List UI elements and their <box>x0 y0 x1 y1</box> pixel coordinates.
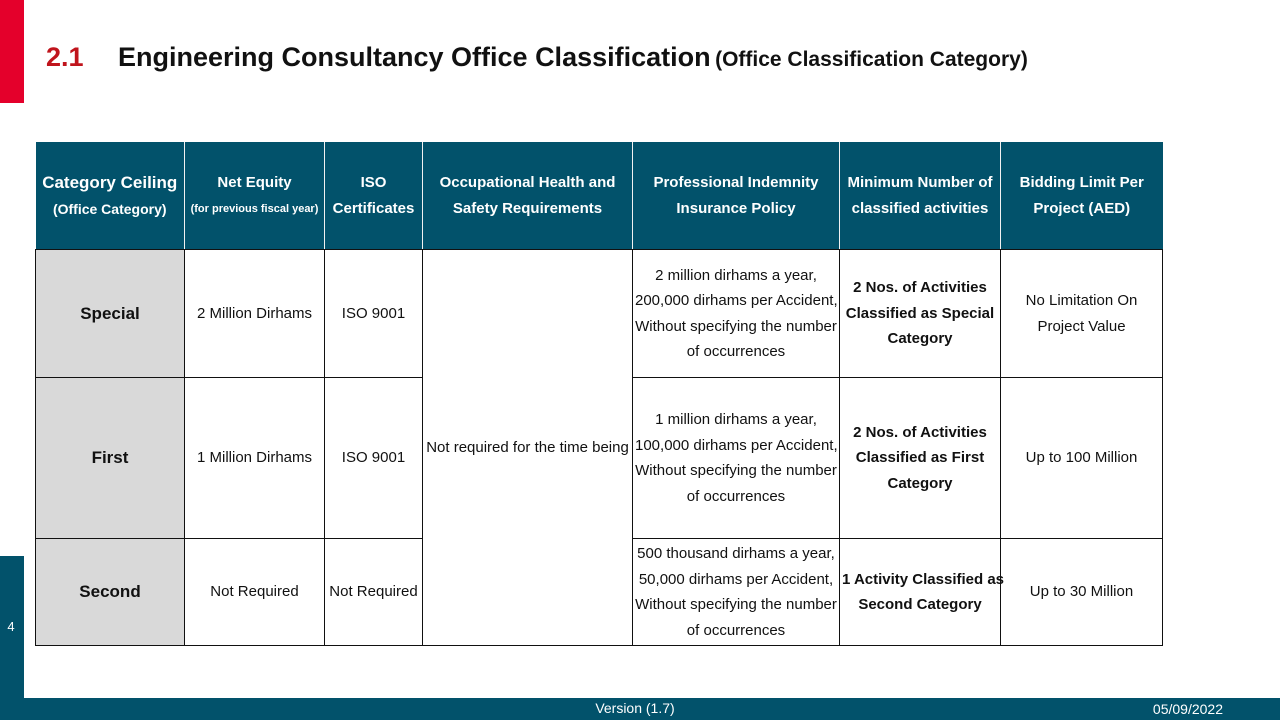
accent-bar-top <box>0 0 24 103</box>
activities-cell: 1 Activity Classified as Second Category <box>840 539 1001 646</box>
insurance-cell: 1 million dirhams a year, 100,000 dirhams per Accident, Without specifying the number of occurrences <box>633 378 840 539</box>
category-cell: First <box>36 378 185 539</box>
activities-cell: 2 Nos. of Activities Classified as First Category <box>840 378 1001 539</box>
accent-bar-side <box>0 556 24 720</box>
footer-bar <box>0 698 1280 720</box>
header-category: Category Ceiling (Office Category) <box>36 142 185 250</box>
insurance-cell: 500 thousand dirhams a year, 50,000 dirhams per Accident, Without specifying the number of occurrences <box>633 539 840 646</box>
title-main: Engineering Consultancy Office Classification <box>118 42 711 72</box>
header-ohs: Occupational Health and Safety Requirements <box>423 142 633 250</box>
table-row-special <box>36 250 1163 378</box>
date-label: 05/09/2022 <box>1152 701 1223 717</box>
bidding-cell: No Limitation On Project Value <box>1001 250 1163 378</box>
title-subtitle: (Office Classification Category) <box>715 48 1028 71</box>
category-cell: Second <box>36 539 185 646</box>
header-bidding: Bidding Limit Per Project (AED) <box>1001 142 1163 250</box>
ohs-cell: Not required for the time being <box>423 250 633 646</box>
bidding-cell: Up to 100 Million <box>1001 378 1163 539</box>
header-net-equity: Net Equity (for previous fiscal year) <box>185 142 325 250</box>
page-title <box>46 42 1028 73</box>
header-insurance: Professional Indemnity Insurance Policy <box>633 142 840 250</box>
iso-cell: ISO 9001 <box>325 250 423 378</box>
insurance-cell: 2 million dirhams a year, 200,000 dirhams per Accident, Without specifying the number of occurrences <box>633 250 840 378</box>
equity-cell: 2 Million Dirhams <box>185 250 325 378</box>
header-activities: Minimum Number of classified activities <box>840 142 1001 250</box>
header-iso: ISO Certificates <box>325 142 423 250</box>
iso-cell: Not Required <box>325 539 423 646</box>
page-number: 4 <box>7 619 15 634</box>
section-number: 2.1 <box>46 42 84 72</box>
iso-cell: ISO 9001 <box>325 378 423 539</box>
classification-table <box>35 142 1163 646</box>
table-header-row <box>36 142 1163 250</box>
category-cell: Special <box>36 250 185 378</box>
bidding-cell: Up to 30 Million <box>1001 539 1163 646</box>
equity-cell: Not Required <box>185 539 325 646</box>
equity-cell: 1 Million Dirhams <box>185 378 325 539</box>
version-label: Version (1.7) <box>595 700 675 716</box>
activities-cell: 2 Nos. of Activities Classified as Special Category <box>840 250 1001 378</box>
